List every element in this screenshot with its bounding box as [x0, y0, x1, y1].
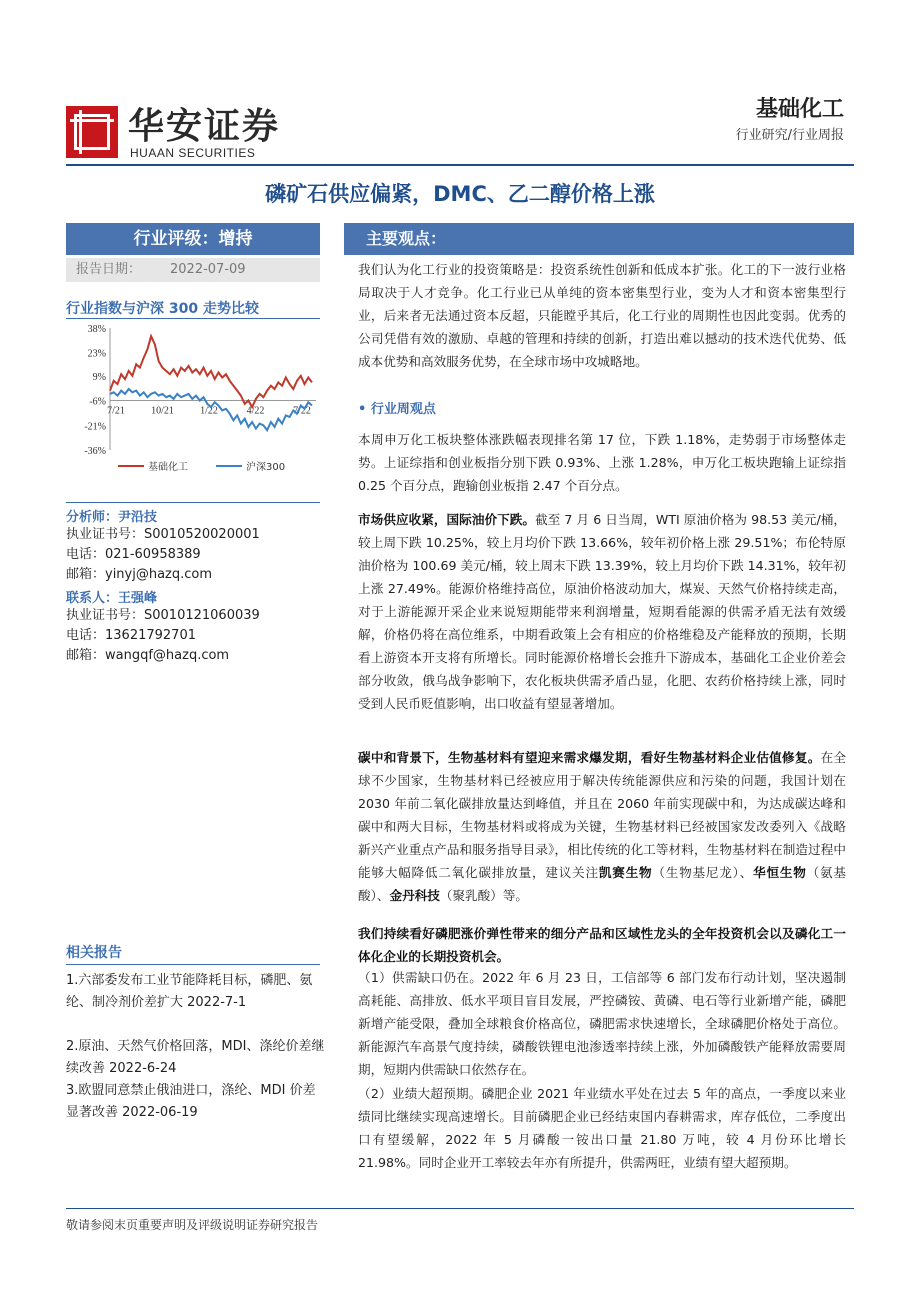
logo-text: 华安证券	[128, 105, 281, 147]
company-jindan: 金丹科技	[389, 888, 440, 903]
y-tick-label: -36%	[84, 446, 106, 457]
page-title: 磷矿石供应偏紧，DMC、乙二醇价格上涨	[265, 182, 655, 206]
oil-paragraph	[358, 508, 846, 715]
contact-name: 联系人：王强峰	[66, 591, 158, 606]
contact-phone: 电话：13621792701	[66, 628, 196, 643]
contact-cert: 执业证书号：S0010121060039	[66, 608, 260, 623]
earnings-paragraph: （2）业绩大超预期。磷肥企业 2021 年业绩水平处在过去 5 年的高点，一季度以来业绩同比继续实现高速增长。目前磷肥企业已经结束国内春耕需求，库存低位，二季度出口有望缓解，2022 年 5 月磷酸一铵出口量 21.80 万吨，较 4 月份环比增长 21.98%。同时企业开工率较去年亦有所提升，供需两旺，业绩有望大超预期。	[358, 1086, 846, 1170]
y-tick-label: -6%	[89, 396, 106, 408]
phosphate-heading	[358, 922, 846, 968]
chart-title: 行业指数与沪深 300 走势比较	[66, 301, 259, 317]
phosphate-heading-text: 我们持续看好磷肥涨价弹性带来的细分产品和区域性龙头的全年投资机会以及磷化工一体化企业的长期投资机会。	[358, 926, 846, 964]
footer-divider	[66, 1208, 854, 1209]
intro-paragraph: 我们认为化工行业的投资策略是：投资系统性创新和低成本扩张。化工的下一波行业格局取决于人才竞争。化工行业已从单纯的资本密集型行业，变为人才和资本密集型行业，后来者无法通过资本反超，只能瞠乎其后，化工行业的周期性也因此变弱。优秀的公司凭借有效的激励、卓越的管理和持续的创新，打造出难以撼动的技术迭代优势、低成本优势和高效服务优势，在全球市场中攻城略地。	[358, 262, 846, 369]
report-type: 行业研究/行业周报	[735, 128, 844, 143]
sector-title: 基础化工	[755, 97, 844, 122]
x-tick-label: 1/22	[200, 405, 218, 417]
main-points-title: 主要观点：	[366, 229, 447, 248]
company-kaisai: 凯赛生物	[598, 865, 653, 880]
bio-paragraph-lead: 碳中和背景下，生物基材料有望迎来需求爆发期，看好生物基材料企业估值修复。	[358, 750, 821, 765]
y-tick-label: 38%	[87, 324, 106, 335]
analyst-email[interactable]: 邮箱：yinyj@hazq.com	[66, 567, 213, 582]
related-underline	[66, 964, 320, 965]
legend-label: 沪深300	[246, 462, 286, 473]
analyst-name: 分析师：尹沿技	[66, 510, 158, 525]
related-report-1[interactable]: 1.六部委发布工业节能降耗目标，磷肥、氨纶、制冷剂价差扩大 2022-7-1	[66, 973, 313, 1010]
x-tick-label: 4/22	[246, 405, 265, 417]
related-report-3[interactable]: 3.欧盟同意禁止俄油进口，涤纶、MDI 价差显著改善 2022-06-19	[66, 1083, 316, 1120]
x-tick-label: 7/22	[293, 405, 311, 417]
company-jindan-note: （聚乳酸）等。	[439, 888, 529, 903]
analyst-block	[66, 506, 260, 666]
company-huaheng-note: （氨基酸）、	[358, 865, 847, 903]
contact-email[interactable]: 邮箱：wangqf@hazq.com	[66, 648, 230, 663]
related-reports-title: 相关报告	[66, 945, 122, 961]
x-tick-label: 7/21	[107, 405, 125, 417]
company-huaheng: 华恒生物	[753, 865, 807, 880]
legend-label: 基础化工	[148, 462, 188, 473]
bio-paragraph	[358, 746, 846, 907]
related-report-2[interactable]: 2.原油、天然气价格回落，MDI、涤纶价差继续改善 2022-6-24	[66, 1039, 325, 1076]
trend-chart	[66, 320, 320, 480]
main-points-bar	[344, 223, 854, 255]
analyst-cert: 执业证书号：S0010520020001	[66, 527, 260, 542]
date-value: 2022-07-09	[170, 262, 246, 277]
bio-paragraph-body: 在全球不少国家，生物基材料已经被应用于解决传统能源供应和污染的问题，我国计划在 2030 年前二氧化碳排放量达到峰值，并且在 2060 年前实现碳中和，为达成碳达峰和碳中和两大目标，生物基材料或将成为关键，生物基材料已经被国家发改委列入《战略新兴产业重点产品和服务指导目录》，相比传统的化工等材料，生物基材料在制造过程中能够大幅降低二氧化碳排放量，建议关注	[358, 750, 847, 880]
y-tick-label: -21%	[84, 421, 106, 433]
date-label: 报告日期：	[76, 262, 142, 277]
logo-subtext: HUAAN SECURITIES	[130, 146, 256, 160]
weekly-view-heading: • 行业周观点	[358, 402, 436, 417]
logo-mark-icon	[66, 106, 118, 158]
footer-disclaimer: 敬请参阅末页重要声明及评级说明证券研究报告	[66, 1218, 319, 1232]
header-divider	[66, 164, 854, 166]
y-tick-label: 23%	[87, 348, 106, 360]
weekly-paragraph: 本周申万化工板块整体涨跌幅表现排名第 17 位，下跌 1.18%，走势弱于市场整体走势。上证综指和创业板指分别下跌 0.93%、上涨 1.28%，申万化工板块跑输上证综指 0.25 个百分点，跑输创业板指 2.47 个百分点。	[358, 432, 846, 493]
company-kaisai-note: （生物基尼龙）、	[652, 865, 754, 880]
oil-paragraph-lead: 市场供应收紧，国际油价下跌。	[358, 512, 536, 527]
report-date	[66, 258, 320, 282]
analyst-divider	[66, 502, 320, 503]
y-tick-label: 9%	[92, 371, 106, 383]
analyst-phone: 电话：021-60958389	[66, 547, 201, 562]
oil-paragraph-body: 截至 7 月 6 日当周，WTI 原油价格为 98.53 美元/桶，较上周下跌 10.25%，较上月均价下跌 13.66%，较年初价格上涨 29.51%；布伦特原油价格为 100.69 美元/桶，较上周末下跌 13.39%，较上月均价下跌 14.31%，较年初上涨 27.49%。能源价格维持高位，原油价格波动加大，煤炭、天然气价格持续走高，对于上游能源开采企业来说短期能带来利润增量，短期看能源的供需矛盾无法有效缓解，价格仍将在高位维系，中期看政策上会有相应的价格维稳及产能释放的预期，长期看上游资本开支将有所增长。同时能源价格增长会推升下游成本，基础化工企业价差会部分收敛，俄乌战争影响下，农化板块供需矛盾凸显，化肥、农药价格持续上涨，同时受到人民币贬值影响，出口收益有望显著增加。	[358, 512, 847, 711]
chart-title-underline	[66, 318, 320, 319]
x-tick-label: 10/21	[151, 405, 174, 417]
rating-box: 行业评级：增持	[66, 223, 320, 255]
supply-paragraph: （1）供需缺口仍在。2022 年 6 月 23 日，工信部等 6 部门发布行动计划，坚决遏制高耗能、高排放、低水平项目盲目发展，严控磷铵、黄磷、电石等行业新增产能，磷肥新增产能受限，叠加全球粮食价格高位，磷肥需求快速增长，全球磷肥价格处于高位。新能源汽车高景气度持续，磷酸铁锂电池渗透率持续上涨，外加磷酸铁产能释放需要周期，短期内供需缺口依然存在。	[358, 970, 846, 1077]
